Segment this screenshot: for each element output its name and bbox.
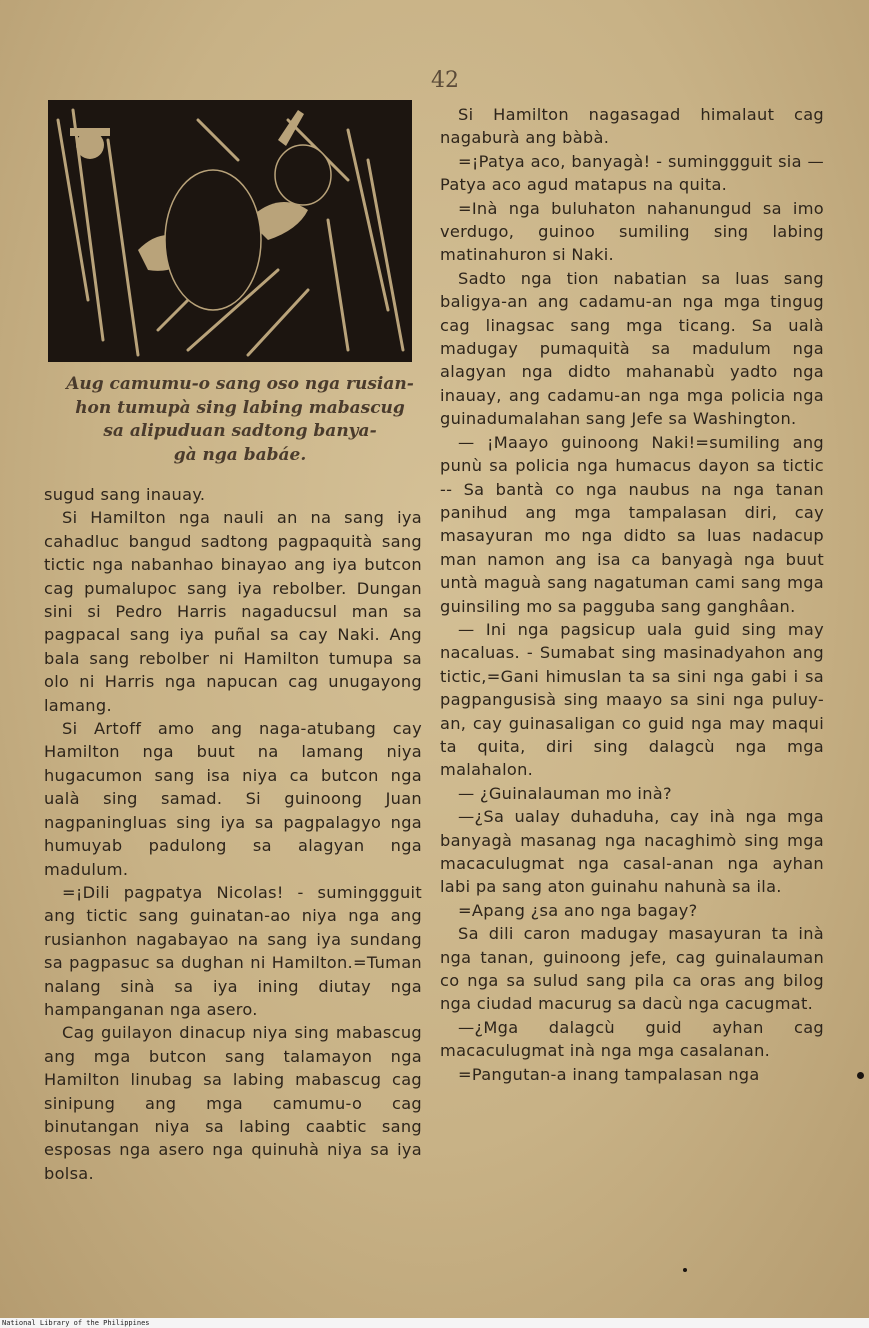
paragraph: — ¡Maayo guinoong Naki!=sumiling ang punù sa policia nga humacus dayon sa tictic -- Sa bantà co nga naubus na nga tanan panihud ang mga tampalasan diri, cay masayuran mo nga didto sa luas nadacup man namon ang isa ca banyagà nga buut untà maguà sang nagatuman cami sang mga guinsiling mo sa pagguba sang ganghâan. xyxy=(440,432,824,616)
footer-credit: National Library of the Philippines xyxy=(2,1319,150,1327)
paragraph: =¡Patya aco, banyagà! - suminggguit sia — Patya aco agud matapus na quita. xyxy=(440,151,824,195)
caption-line: hon tumupà sing labing mabascug xyxy=(75,397,405,418)
left-column xyxy=(44,483,422,1185)
paragraph: — ¿Guinalauman mo inà? xyxy=(458,783,672,803)
paragraph: =¡Dili pagpatya Nicolas! - suminggguit ang tictic sang guinatan-ao niya nga ang rusianhon nagabayao na sang iya sundang sa pagpasuc sa dughan ni Hamilton.=Tuman nalang sinà sa iya ining diutay nga hampanganan nga asero. xyxy=(44,882,422,1019)
paragraph: Cag guilayon dinacup niya sing mabascug ang mga butcon sang talamayon nga Hamilton linubag sa labing mabascug cag sinipung ang mga camumu-o cag binutangan niya sa labing caabtic sang esposas nga asero nga quinuhà niya sa iya bolsa. xyxy=(44,1023,422,1183)
caption-line: Aug camumu-o sang oso nga rusian- xyxy=(66,374,414,394)
paragraph: Sa dili caron madugay masayuran ta inà nga tanan, guinoong jefe, cag guinalauman co nga sa sulud sang pila ca oras ang bilog nga ciudad macurug sa dacù nga cacugmat. xyxy=(440,924,824,1014)
footer-strip xyxy=(0,1318,869,1328)
caption-line: sa alipuduan sadtong banya- xyxy=(103,421,377,441)
paragraph: =Pangutan-a inang tampalasan nga xyxy=(458,1064,760,1084)
paragraph: — Ini nga pagsicup uala guid sing may nacaluas. - Sumabat sing masinadyahon ang tictic,=Gani himuslan ta sa sini nga gabi i sa pagpangusisà sing maayo sa sini nga puluy-an, cay guinasaligan co guid nga may maqui ta quita, diri sing dalagcù nga mga malahalon. xyxy=(440,619,824,780)
ink-spot xyxy=(683,1268,687,1272)
paragraph: Si Hamilton nga nauli an na sang iya cahadluc bangud sadtong pagpaquità sang tictic nga nabanhao binayao ang iya butcon cag pumalupoc sang iya rebolber. Dungan sini si Pedro Harris nagaducsul man sa pagpacal sang iya puñal sa cay Naki. Ang bala sang rebolber ni Hamilton tumupa sa olo ni Harris nga napucan cag unugayong lamang. xyxy=(44,508,422,715)
paragraph: Si Hamilton nagasagad himalaut cag nagaburà ang bàbà. xyxy=(440,105,824,148)
paragraph: Si Artoff amo ang naga-atubang cay Hamilton nga buut na lamang niya hugacumon sang isa niya ca butcon nga ualà sing samad. Si guinoong Juan nagpaningluas sing iya sa pagpalagyo nga humuyab padulong sa alagyan nga madulum. xyxy=(44,719,422,879)
woodcut-illustration xyxy=(48,100,412,362)
paragraph: —¿Mga dalagcù guid ayhan cag macaculugmat inà nga mga casalanan. xyxy=(440,1017,824,1061)
paragraph: Sadto nga tion nabatian sa luas sang baligya-an ang cadamu-an nga mga tingug cag linagsac sang mga ticang. Sa ualà madugay pumaquità sa madulum nga alagyan nga didto mahanabù yadto nga inauay, ang cadamu-an nga mga policia nga guinadumalahan sang Jefe sa Washington. xyxy=(440,268,824,429)
paragraph: —¿Sa ualay duhaduha, cay inà nga mga banyagà masanag nga nacaghimò sing mga macaculugmat nga casal-anan nga ayhan labi pa sang aton guinahu nahunà sa ila. xyxy=(440,807,824,897)
right-column xyxy=(440,103,824,1086)
page-number: 42 xyxy=(431,68,459,93)
ink-spot xyxy=(857,1072,864,1079)
paragraph: =Apang ¿sa ano nga bagay? xyxy=(458,900,698,920)
paragraph: sugud sang inauay. xyxy=(44,485,206,504)
illustration-caption xyxy=(40,373,440,467)
caption-line: gà nga babáe. xyxy=(173,444,307,465)
paragraph: =Inà nga buluhaton nahanungud sa imo verdugo, guinoo sumiling sing labing matinahuron si Naki. xyxy=(440,198,824,265)
